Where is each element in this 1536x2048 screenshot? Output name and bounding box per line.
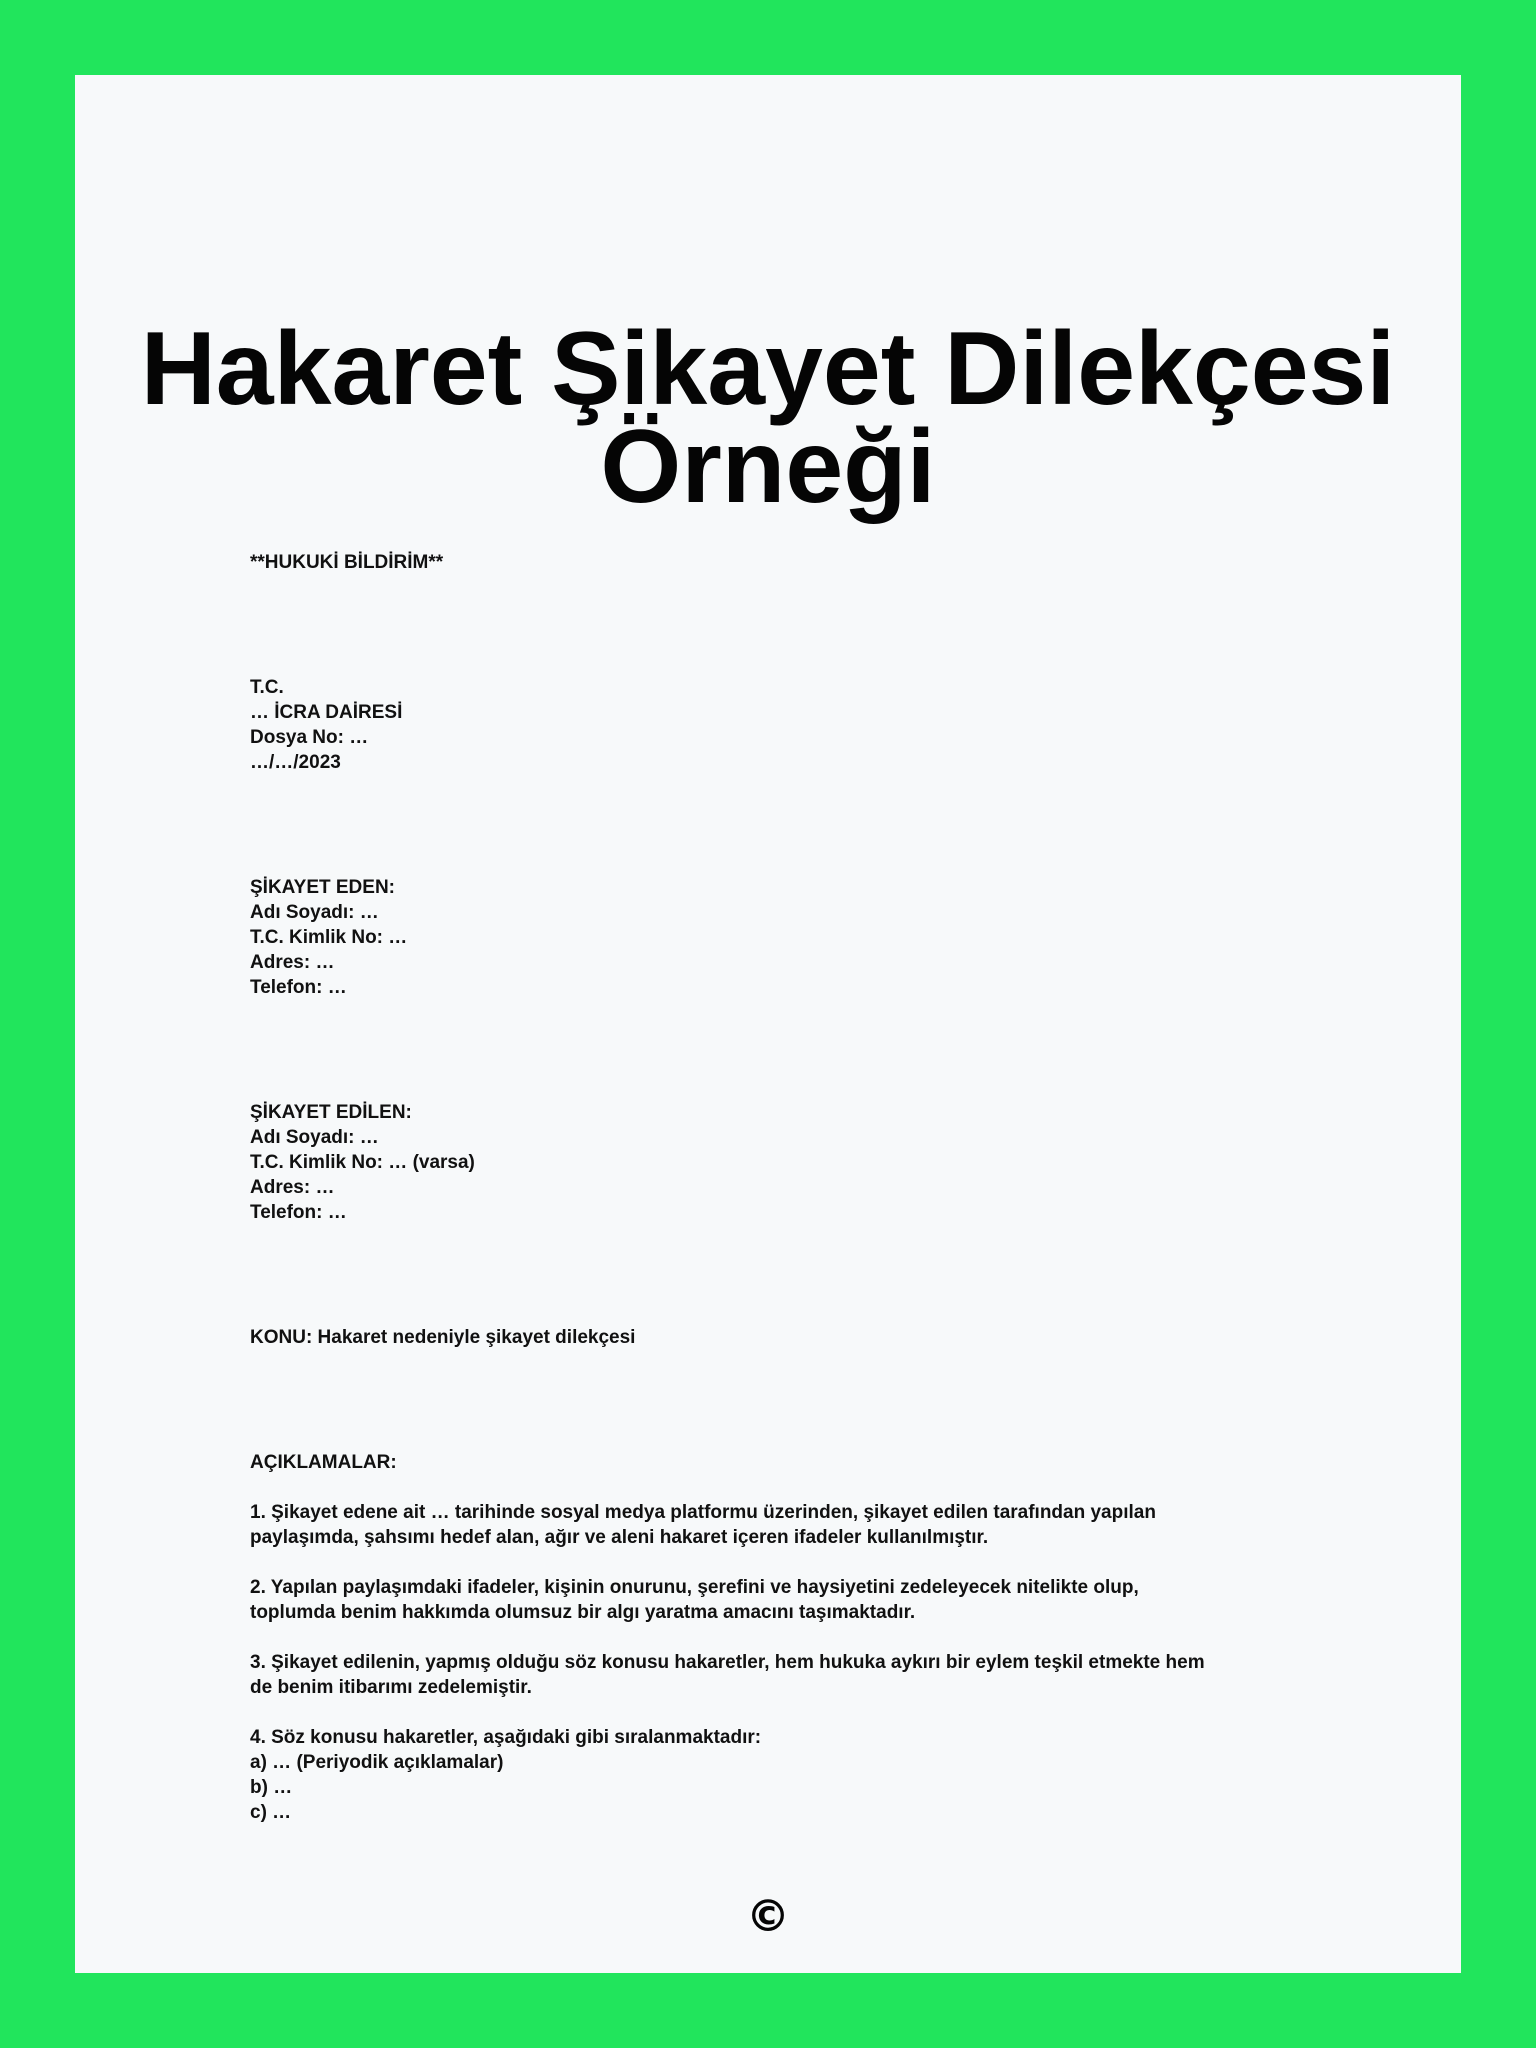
explanation-item-3-line-1: 3. Şikayet edilenin, yapmış olduğu söz konusu hakaretler, hem hukuka aykırı bir eylem teşkil etmekte hem <box>250 1652 1205 1673</box>
explanation-item-4-line-1: 4. Söz konusu hakaretler, aşağıdaki gibi sıralanmaktadır: <box>250 1727 762 1748</box>
explanation-item-2-line-2: toplumda benim hakkımda olumsuz bir algı yaratma amacını taşımaktadır. <box>250 1602 916 1623</box>
document-page <box>75 75 1461 1973</box>
document-title: Hakaret Şikayet Dilekçesi Örneği <box>140 311 1396 525</box>
explanation-item-3-line-2: de benim itibarımı zedelemiştir. <box>250 1677 532 1698</box>
header-file-no: Dosya No: … <box>250 727 369 748</box>
header-office: … İCRA DAİRESİ <box>250 702 403 723</box>
explanation-item-4-c: c) … <box>250 1802 292 1823</box>
explanations-heading: AÇIKLAMALAR: <box>250 1452 397 1473</box>
respondent-heading: ŞİKAYET EDİLEN: <box>250 1102 412 1123</box>
copyright-icon: © <box>746 1891 790 1942</box>
subject-line: KONU: Hakaret nedeniyle şikayet dilekçesi <box>250 1327 636 1348</box>
complainant-heading: ŞİKAYET EDEN: <box>250 877 395 898</box>
complainant-id-no: T.C. Kimlik No: … <box>250 927 408 948</box>
complainant-block <box>250 875 1320 1000</box>
header-block <box>250 675 1320 775</box>
respondent-block <box>250 1100 1320 1225</box>
explanation-item-4-b: b) … <box>250 1777 293 1798</box>
respondent-address: Adres: … <box>250 1177 335 1198</box>
document-body <box>250 550 1320 1825</box>
explanation-item-2-line-1: 2. Yapılan paylaşımdaki ifadeler, kişinin onurunu, şerefini ve haysiyetini zedeleyecek nitelikte olup, <box>250 1577 1139 1598</box>
explanations-block <box>250 1450 1320 1825</box>
explanation-item-1-line-1: 1. Şikayet edene ait … tarihinde sosyal medya platformu üzerinden, şikayet edilen tarafından yapılan <box>250 1502 1156 1523</box>
respondent-phone: Telefon: … <box>250 1202 347 1223</box>
complainant-address: Adres: … <box>250 952 335 973</box>
header-date: …/…/2023 <box>250 752 341 773</box>
explanation-item-4-a: a) … (Periyodik açıklamalar) <box>250 1752 504 1773</box>
explanation-item-1-line-2: paylaşımda, şahsımı hedef alan, ağır ve aleni hakaret içeren ifadeler kullanılmıştır. <box>250 1527 989 1548</box>
header-tc: T.C. <box>250 677 284 698</box>
respondent-name: Adı Soyadı: … <box>250 1127 379 1148</box>
respondent-id-no: T.C. Kimlik No: … (varsa) <box>250 1152 475 1173</box>
complainant-name: Adı Soyadı: … <box>250 902 379 923</box>
complainant-phone: Telefon: … <box>250 977 347 998</box>
legal-notice: **HUKUKİ BİLDİRİM** <box>250 552 444 573</box>
